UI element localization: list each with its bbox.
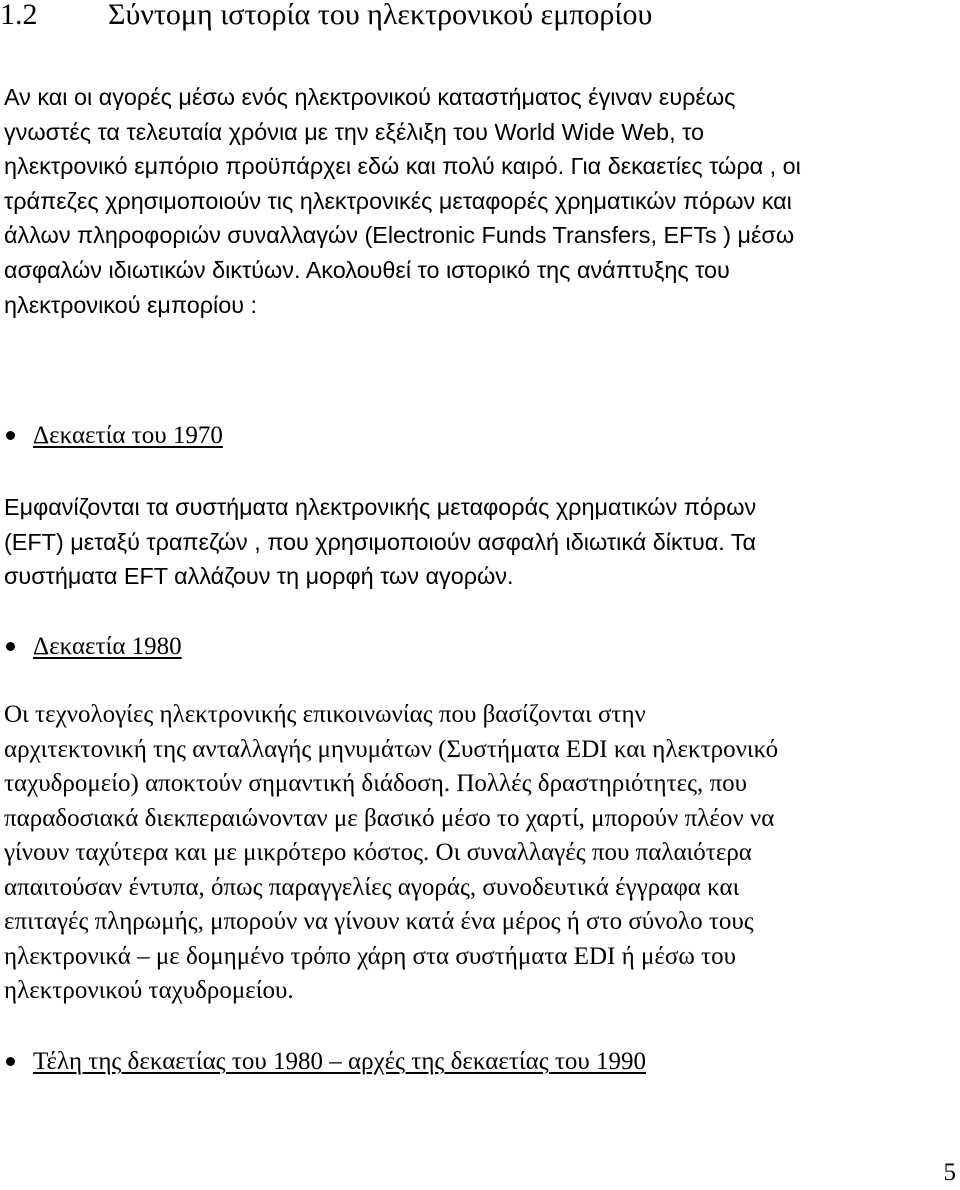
intro-line: άλλων πληροφοριών συναλλαγών (Electronic Funds Transfers, EFTs ) μέσω bbox=[4, 222, 795, 249]
body-line: ηλεκτρονικού ταχυδρομείου. bbox=[4, 977, 294, 1004]
body-line: γίνουν ταχύτερα και με μικρότερο κόστος. Οι συναλλαγές που παλαιότερα bbox=[4, 839, 752, 866]
bullet-icon bbox=[6, 1057, 15, 1066]
intro-line: ασφαλών ιδιωτικών δικτύων. Ακολουθεί το ιστορικό της ανάπτυξης του bbox=[4, 256, 730, 283]
body-line: Εμφανίζονται τα συστήματα ηλεκτρονικής μεταφοράς χρηματικών πόρων bbox=[4, 494, 757, 520]
bullet-icon bbox=[6, 431, 15, 440]
section-heading bbox=[0, 0, 652, 32]
body-line: απαιτούσαν έντυπα, όπως παραγγελίες αγοράς, συνοδευτικά έγγραφα και bbox=[4, 873, 740, 901]
bullet-heading: Δεκαετία του 1970 bbox=[33, 422, 223, 449]
bullet-heading: Δεκαετία 1980 bbox=[33, 633, 182, 660]
body-line: (EFT) μεταξύ τραπεζών , που χρησιμοποιούν ασφαλή ιδιωτικά δίκτυα. Τα bbox=[4, 528, 757, 555]
intro-paragraph bbox=[4, 80, 949, 322]
intro-line: ηλεκτρονικό εμπόριο προϋπάρχει εδώ και πολύ καιρό. Για δεκαετίες τώρα , οι bbox=[4, 153, 801, 180]
body-line: ηλεκτρονικά – με δομημένο τρόπο χάρη στα συστήματα EDI ή μέσω του bbox=[4, 942, 736, 970]
body-line: αρχιτεκτονική της ανταλλαγής μηνυμάτων (Συστήματα EDI και ηλεκτρονικό bbox=[4, 735, 779, 763]
body-line: παραδοσιακά διεκπεραιώνονταν με βασικό μέσο το χαρτί, μπορούν πλέον να bbox=[4, 804, 775, 832]
section-title: Σύντομη ιστορία του ηλεκτρονικού εμπορίου bbox=[108, 0, 653, 31]
body-line: Οι τεχνολογίες ηλεκτρονικής επικοινωνίας που βασίζονται στην bbox=[4, 701, 646, 728]
body-line: ταχυδρομείο) αποκτούν σημαντική διάδοση. Πολλές δραστηριότητες, που bbox=[4, 770, 748, 797]
intro-line: ηλεκτρονικού εμπορίου : bbox=[4, 291, 258, 318]
body-line: συστήματα EFT αλλάζουν τη μορφή των αγορών. bbox=[4, 563, 514, 590]
bullet-late-1980s bbox=[4, 1045, 646, 1079]
body-line: επιταγές πληρωμής, μπορούν να γίνουν κατά ένα μέρος ή στο σύνολο τους bbox=[4, 908, 754, 935]
intro-line: Αν και οι αγορές μέσω ενός ηλεκτρονικού καταστήματος έγιναν ευρέως bbox=[4, 84, 736, 110]
bullet-icon bbox=[6, 642, 15, 651]
page-number: 5 bbox=[943, 1159, 956, 1186]
intro-line: τράπεζες χρησιμοποιούν τις ηλεκτρονικές μεταφορές χρηματικών πόρων και bbox=[4, 187, 792, 214]
bullet-1980s bbox=[4, 630, 182, 664]
bullet-1970s-body bbox=[4, 490, 949, 594]
bullet-1980s-body bbox=[4, 698, 949, 1009]
bullet-heading: Τέλη της δεκαετίας του 1980 – αρχές της δεκαετίας του 1990 bbox=[33, 1048, 647, 1075]
bullet-1970s bbox=[4, 419, 223, 453]
section-number: 1.2 bbox=[0, 0, 38, 31]
intro-line: γνωστές τα τελευταία χρόνια με την εξέλιξη του World Wide Web, το bbox=[4, 118, 704, 145]
